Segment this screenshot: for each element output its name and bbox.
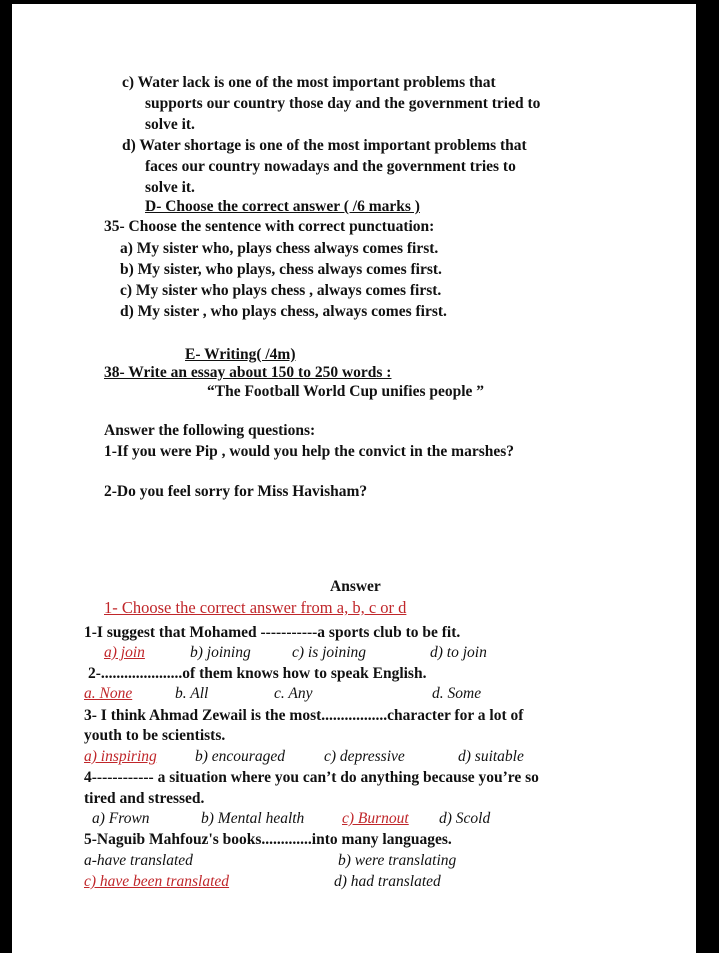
a3-stem-line-1: 3- I think Ahmad Zewail is the most.................character for a lot of bbox=[84, 707, 524, 724]
q35-option-a: a) My sister who, plays chess always comes first. bbox=[120, 240, 439, 257]
a5-stem: 5-Naguib Mahfouz's books.............into many languages. bbox=[84, 831, 452, 848]
option-d-line-2: faces our country nowadays and the government tries to bbox=[145, 158, 516, 175]
a5-option-b: b) were translating bbox=[338, 852, 457, 869]
option-c-line-3: solve it. bbox=[145, 116, 195, 133]
a5-option-d: d) had translated bbox=[334, 873, 441, 890]
q35-option-b: b) My sister, who plays, chess always comes first. bbox=[120, 261, 442, 278]
a3-option-d: d) suitable bbox=[458, 748, 524, 765]
a1-stem: 1-I suggest that Mohamed -----------a sports club to be fit. bbox=[84, 624, 461, 641]
a1-option-b: b) joining bbox=[190, 644, 251, 661]
q35-option-d: d) My sister , who plays chess, always comes first. bbox=[120, 303, 447, 320]
a1-option-d: d) to join bbox=[430, 644, 487, 661]
answers-heading: 1- Choose the correct answer from a, b, c or d bbox=[104, 598, 407, 617]
a1-option-a: a) join bbox=[104, 644, 145, 661]
answer-following-q1: 1-If you were Pip , would you help the convict in the marshes? bbox=[104, 443, 515, 460]
option-d-line-3: solve it. bbox=[145, 179, 195, 196]
a3-option-b: b) encouraged bbox=[195, 748, 285, 765]
option-d-line-1: d) Water shortage is one of the most important problems that bbox=[122, 137, 527, 154]
section-e-heading: E- Writing( /4m) bbox=[185, 346, 296, 363]
document-page bbox=[12, 4, 696, 953]
answer-following-q2: 2-Do you feel sorry for Miss Havisham? bbox=[104, 483, 368, 500]
answer-following-heading: Answer the following questions: bbox=[104, 422, 316, 439]
a4-stem-line-1: 4------------ a situation where you can’t do anything because you’re so bbox=[84, 769, 539, 786]
a4-option-d: d) Scold bbox=[439, 810, 491, 827]
a2-option-c: c. Any bbox=[274, 685, 313, 702]
option-c-line-1: c) Water lack is one of the most important problems that bbox=[122, 74, 496, 91]
q35-option-c: c) My sister who plays chess , always comes first. bbox=[120, 282, 442, 299]
a2-option-d: d. Some bbox=[432, 685, 482, 702]
a2-option-a: a. None bbox=[84, 685, 133, 702]
a3-option-c: c) depressive bbox=[324, 748, 405, 765]
a4-option-a: a) Frown bbox=[92, 810, 150, 827]
a4-option-b: b) Mental health bbox=[201, 810, 305, 827]
a5-option-a: a-have translated bbox=[84, 852, 193, 869]
a3-stem-line-2: youth to be scientists. bbox=[84, 727, 226, 744]
q38-topic: “The Football World Cup unifies people ” bbox=[207, 383, 485, 400]
a5-option-c: c) have been translated bbox=[84, 873, 230, 890]
a1-option-c: c) is joining bbox=[292, 644, 367, 661]
a3-option-a: a) inspiring bbox=[84, 748, 157, 765]
a2-stem: 2-.....................of them knows how to speak English. bbox=[88, 665, 427, 682]
a2-option-b: b. All bbox=[175, 685, 209, 702]
a4-option-c: c) Burnout bbox=[342, 810, 409, 827]
section-d-heading: D- Choose the correct answer ( /6 marks ) bbox=[145, 198, 420, 215]
answer-title: Answer bbox=[330, 578, 381, 595]
q35-question: 35- Choose the sentence with correct punctuation: bbox=[104, 218, 435, 235]
q38-question: 38- Write an essay about 150 to 250 words : bbox=[104, 364, 392, 381]
option-c-line-2: supports our country those day and the government tried to bbox=[145, 95, 541, 112]
a4-stem-line-2: tired and stressed. bbox=[84, 790, 205, 807]
